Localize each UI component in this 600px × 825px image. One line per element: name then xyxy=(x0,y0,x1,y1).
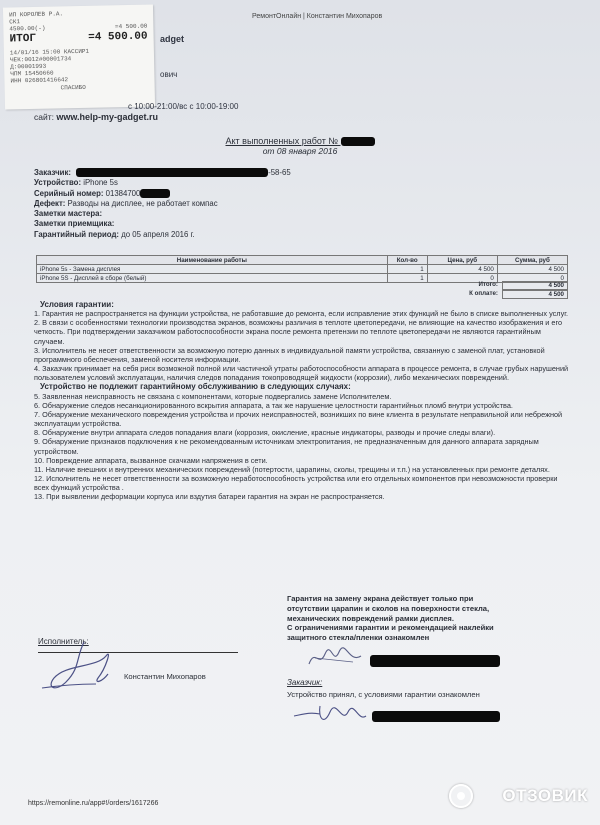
receipt-total-label: ИТОГ xyxy=(9,32,37,46)
field-value: 01384700 xyxy=(105,188,141,198)
field-label: Устройство: xyxy=(34,178,82,188)
screen-warranty-note xyxy=(287,594,567,643)
partial-text: adget xyxy=(160,34,185,44)
receipt-line: 14/01/16 15:00 КАССИР1 xyxy=(9,47,90,57)
terms-item: 2. В связи с особенностями технологии производства экранов, возможны различия в теплоте цветопередачи, не влияющие на качество изображения и его четкость. При подтверждении заказчиком работоспособности экрана после ремонта претензии по теплоте цветопередачи не являются гарантийным случаем. xyxy=(34,318,563,346)
field-label: Заказчик: xyxy=(34,168,71,177)
field-value: iPhone 5s xyxy=(83,178,118,188)
table-cell: 1 xyxy=(387,265,427,274)
terms-item: 8. Обнаружение внутри аппарата следов попадания влаги (коррозия, окисление, красные индикаторы, разводы и прочие следы влаги). xyxy=(34,428,496,438)
order-fields xyxy=(34,168,291,240)
total-value: 4 500 xyxy=(502,281,568,290)
table-cell: iPhone 5s - Замена дисплея xyxy=(37,265,388,274)
table-header: Цена, руб xyxy=(427,256,497,265)
field-value: Разводы на дисплее, не работает компас xyxy=(67,198,218,208)
total-row xyxy=(428,281,568,290)
receipt-line: СК1 xyxy=(9,18,21,26)
terms-item: 9. Обнаружение признаков подключения к не рекомендованным источникам электропитания, не предназначенным для данного аппарата зарядным устройством. xyxy=(34,437,539,456)
receipt-line: ЧПМ 15450660 xyxy=(10,69,54,78)
footer-url: https://remonline.ru/app#!/orders/1617266 xyxy=(28,800,159,807)
pay-value: 4 500 xyxy=(502,290,568,299)
terms-item: 1. Гарантия не распространяется на функции устройства, не работавшие до ремонта, если исправление этих функций не было в списке выполненных услуг. xyxy=(34,309,569,319)
table-cell: 4 500 xyxy=(427,265,497,274)
field-label: Гарантийный период: xyxy=(34,229,120,239)
site-label: сайт: xyxy=(34,112,54,122)
pay-row xyxy=(428,290,568,299)
otzovik-logo-icon xyxy=(449,784,473,808)
act-title-text: Акт выполненных работ № xyxy=(225,136,338,146)
executor-label: Исполнитель: xyxy=(38,637,89,646)
redaction xyxy=(140,189,170,198)
table-cell: iPhone 5S - Дисплей в сборе (белый) xyxy=(37,274,388,283)
customer-signature-1 xyxy=(305,644,365,672)
works-table xyxy=(36,255,568,283)
field-label: Дефект: xyxy=(34,198,66,208)
terms-item: 4. Заказчик принимает на себя риск возможной полной или частичной утраты работоспособности аппарата в процессе ремонта, в случае грубых нарушений пользователем условий эксплуатации, наличия следов попадания токопроводящей жидкости (коррозии), либо механических повреждений. xyxy=(34,364,569,383)
field-device xyxy=(34,178,291,188)
executor-name: Константин Михопаров xyxy=(124,672,206,681)
note-line: механических повреждений рамки дисплея. xyxy=(287,613,454,623)
field-master-notes xyxy=(34,209,291,219)
customer-signature-2 xyxy=(290,702,370,732)
terms-item: 6. Обнаружение следов несанкционированного вскрытия аппарата, а так же нарушение целостности гарантийных пломб внутри устройства. xyxy=(34,400,513,410)
partial-text: ович xyxy=(160,70,178,79)
table-cell: 0 xyxy=(497,274,567,283)
receipt-line: Д:00001993 xyxy=(10,62,47,71)
act-date: от 08 января 2016 xyxy=(262,146,338,156)
field-value: до 05 апреля 2016 г. xyxy=(121,229,195,239)
partial-text: с 10:00-21:00/вс с 10:00-19:00 xyxy=(128,102,239,111)
field-serial xyxy=(34,189,291,199)
field-warranty-period xyxy=(34,230,291,240)
terms-item: 10. Повреждение аппарата, вызванное скачками напряжения в сети. xyxy=(34,455,268,465)
field-label: Заметки мастера: xyxy=(34,209,103,219)
table-header: Сумма, руб xyxy=(497,256,567,265)
receipt-line: 4500.00(-) xyxy=(9,25,46,33)
terms-item: 11. Наличие внешних и внутренних механических повреждений (потертости, царапины, сколы, трещины и т.п.) на установленных при ремонте деталях. xyxy=(34,464,550,474)
terms-item: 13. При выявлении деформации корпуса или вздутия батареи гарантия на экран не распространяется. xyxy=(34,492,385,502)
note-line: Гарантия на замену экрана действует только при xyxy=(287,594,474,603)
note-line: С ограничениями гарантии и рекомендацией наклейки xyxy=(287,623,494,633)
table-header: Наименование работы xyxy=(37,256,388,265)
terms-item: 5. Заявленная неисправность не связана с компонентами, которые подвергались замене Исполнителем. xyxy=(34,391,392,401)
receipt-total-value: =4 500.00 xyxy=(88,30,148,44)
field-customer xyxy=(34,168,291,178)
redaction xyxy=(372,711,500,722)
field-value: -58-65 xyxy=(268,168,291,177)
terms-item: 12. Исполнитель не несет ответственности за возможную неработоспособность устройства или его отдельных компонентов при невозможности проверки всех функций устройства . xyxy=(34,473,558,493)
terms-heading: Условия гарантии: xyxy=(40,300,114,309)
cash-receipt xyxy=(3,4,155,109)
table-cell: 0 xyxy=(427,274,497,283)
pay-label: К оплате: xyxy=(469,290,498,297)
site-url: www.help-my-gadget.ru xyxy=(56,112,159,122)
act-title xyxy=(200,136,400,146)
note-line: отсутствии царапин и сколов на поверхности стекла, xyxy=(287,603,490,613)
table-cell: 4 500 xyxy=(497,265,567,274)
redaction xyxy=(370,655,500,667)
table-header: Кол-во xyxy=(387,256,427,265)
field-defect xyxy=(34,199,291,209)
redaction xyxy=(341,137,375,146)
terms-item: 3. Исполнитель не несет ответственности за возможную потерю данных в индивидуальной памяти устройства, связанную с заменой плат, установкой программного обеспечения, заменой носителя информации. xyxy=(34,345,545,364)
field-acceptance-notes xyxy=(34,219,291,229)
executor-signature xyxy=(36,638,126,698)
customer-acceptance: Устройство принял, с условиями гарантии ознакомлен xyxy=(287,690,480,699)
terms-item: 7. Обнаружение механического повреждения устройства и прочих неисправностей, возникших по вине клиента в результате неправильной или небрежной эксплуатации устройства. xyxy=(34,409,563,429)
redaction xyxy=(76,168,268,177)
receipt-line: ИНН 026801416642 xyxy=(10,76,69,85)
receipt-line: =4 500.00 xyxy=(114,22,148,31)
receipt-line: СПАСИБО xyxy=(60,83,86,92)
terms-heading-exclusions: Устройство не подлежит гарантийному обслуживанию в следующих случаях: xyxy=(40,382,351,392)
receipt-line: ЧЕК:0012#00001734 xyxy=(9,54,72,64)
field-label: Серийный номер: xyxy=(34,188,104,198)
customer-label: Заказчик: xyxy=(287,678,323,687)
field-label: Заметки приемщика: xyxy=(34,219,115,229)
table-cell: 1 xyxy=(387,274,427,283)
otzovik-watermark: ОТЗОВИК xyxy=(502,786,588,805)
warranty-terms xyxy=(34,300,572,501)
table-row xyxy=(37,265,568,274)
receipt-line: ИП КОРОЛЕВ Р.А. xyxy=(9,10,64,19)
site-line xyxy=(34,112,158,122)
header-line: РемонтОнлайн | Константин Михопаров xyxy=(252,13,383,20)
total-label: Итого: xyxy=(478,281,498,288)
table-header-row xyxy=(37,256,568,265)
note-line: защитного стекла/пленки ознакомлен xyxy=(287,633,430,643)
